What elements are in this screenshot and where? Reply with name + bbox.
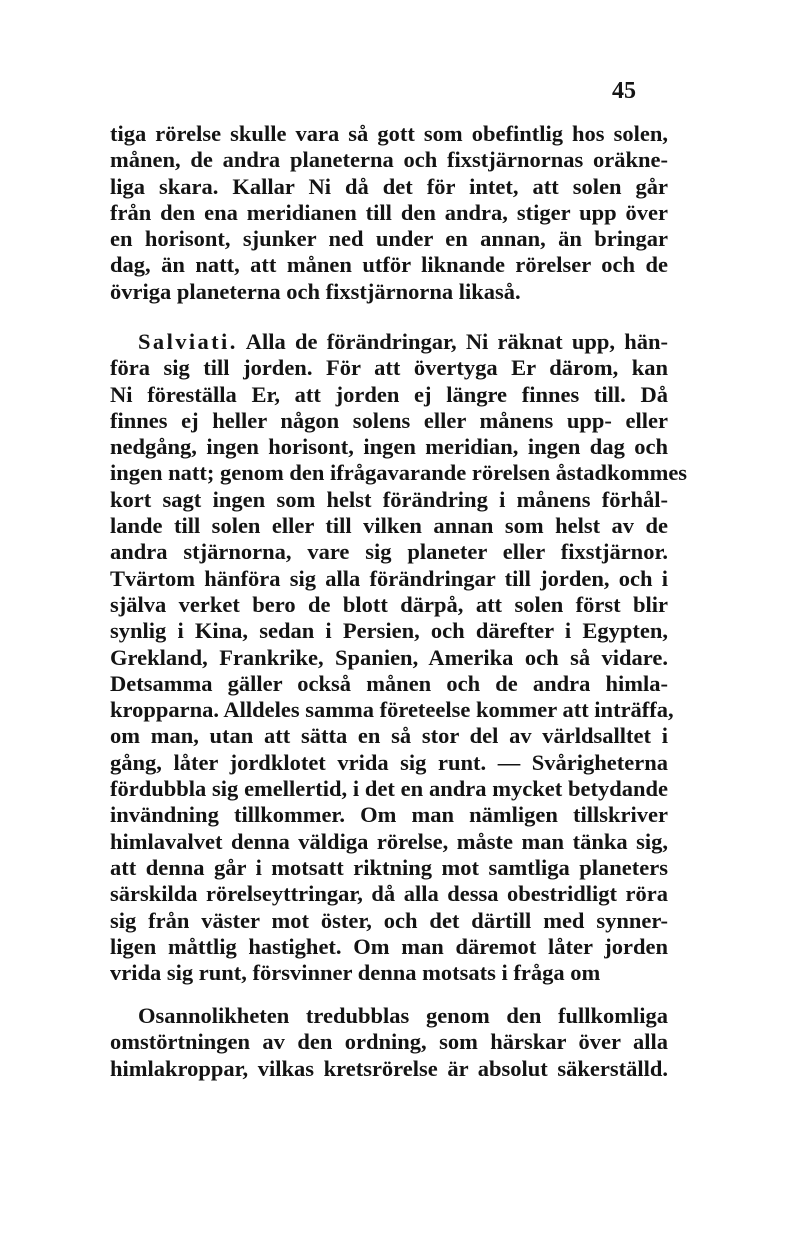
- text-line: föra sig till jorden. För att övertyga Er därom, kan: [110, 355, 668, 381]
- speaker-name: Salviati.: [138, 329, 238, 354]
- text-line: Tvärtom hänföra sig alla förändringar till jorden, och i: [110, 565, 668, 591]
- text-line: kort sagt ingen som helst förändring i månens förhål-: [110, 486, 668, 512]
- text-line: själva verket bero de blott därpå, att solen först blir: [110, 591, 668, 617]
- text-line: om man, utan att sätta en så stor del av världsalltet i: [110, 723, 668, 749]
- text-line: Osannolikheten tredubblas genom den fullkomliga: [138, 1003, 668, 1028]
- text-line: invändning tillkommer. Om man nämligen tillskriver: [110, 802, 668, 828]
- paragraph-2: [110, 329, 688, 986]
- text-line: nedgång, ingen horisont, ingen meridian, ingen dag och: [110, 434, 668, 460]
- text-line: gång, låter jordklotet vrida sig runt. — Svårigheterna: [110, 749, 668, 775]
- text-line: Ni föreställa Er, att jorden ej längre finnes till. Då: [110, 381, 668, 407]
- text-line: Detsamma gäller också månen och de andra himla-: [110, 670, 668, 696]
- text-line: en horisont, sjunker ned under en annan, än bringar: [110, 226, 668, 252]
- paragraph-1: [110, 121, 668, 305]
- text-line: vrida sig runt, försvinner denna motsats i fråga om: [110, 960, 601, 986]
- text-line: Grekland, Frankrike, Spanien, Amerika och så vidare.: [110, 644, 668, 670]
- text-line: fördubbla sig emellertid, i det en andra mycket betydande: [110, 776, 668, 802]
- text-line: andra stjärnorna, vare sig planeter eller fixstjärnor.: [110, 539, 668, 565]
- text-line: kropparna. Alldeles samma företeelse kommer att inträffa,: [110, 697, 674, 723]
- speaker-line-text: Alla de förändringar, Ni räknat upp, hän-: [245, 329, 668, 354]
- text-line: från den ena meridianen till den andra, stiger upp över: [110, 199, 668, 225]
- paragraph-3: [110, 1003, 668, 1082]
- text-line: månen, de andra planeterna och fixstjärnornas oräkne-: [110, 147, 668, 173]
- text-line: himlakroppar, vilkas kretsrörelse är absolut säkerställd.: [110, 1055, 668, 1081]
- text-line: lande till solen eller till vilken annan som helst av de: [110, 513, 668, 539]
- text-line: särskilda rörelseyttringar, då alla dessa obestridligt röra: [110, 881, 668, 907]
- text-line: finnes ej heller någon solens eller månens upp- eller: [110, 407, 668, 433]
- text-line: att denna går i motsatt riktning mot samtliga planeters: [110, 854, 668, 880]
- text-line: sig från väster mot öster, och det därtill med synner-: [110, 907, 668, 933]
- text-line: ingen natt; genom den ifrågavarande rörelsen åstadkommes: [110, 460, 688, 486]
- text-line: omstörtningen av den ordning, som härskar över alla: [110, 1029, 668, 1055]
- speaker-line: [110, 329, 668, 355]
- text-line: himlavalvet denna väldiga rörelse, måste man tänka sig,: [110, 828, 668, 854]
- text-line: övriga planeterna och fixstjärnorna likaså.: [110, 278, 521, 304]
- page-number: 45: [612, 78, 636, 104]
- text-line: liga skara. Kallar Ni då det för intet, att solen går: [110, 173, 668, 199]
- text-line: dag, än natt, att månen utför liknande rörelser och de: [110, 252, 668, 278]
- text-line: tiga rörelse skulle vara så gott som obefintlig hos solen,: [110, 121, 668, 146]
- text-line: ligen måttlig hastighet. Om man däremot låter jorden: [110, 933, 668, 959]
- text-line: synlig i Kina, sedan i Persien, och därefter i Egypten,: [110, 618, 668, 644]
